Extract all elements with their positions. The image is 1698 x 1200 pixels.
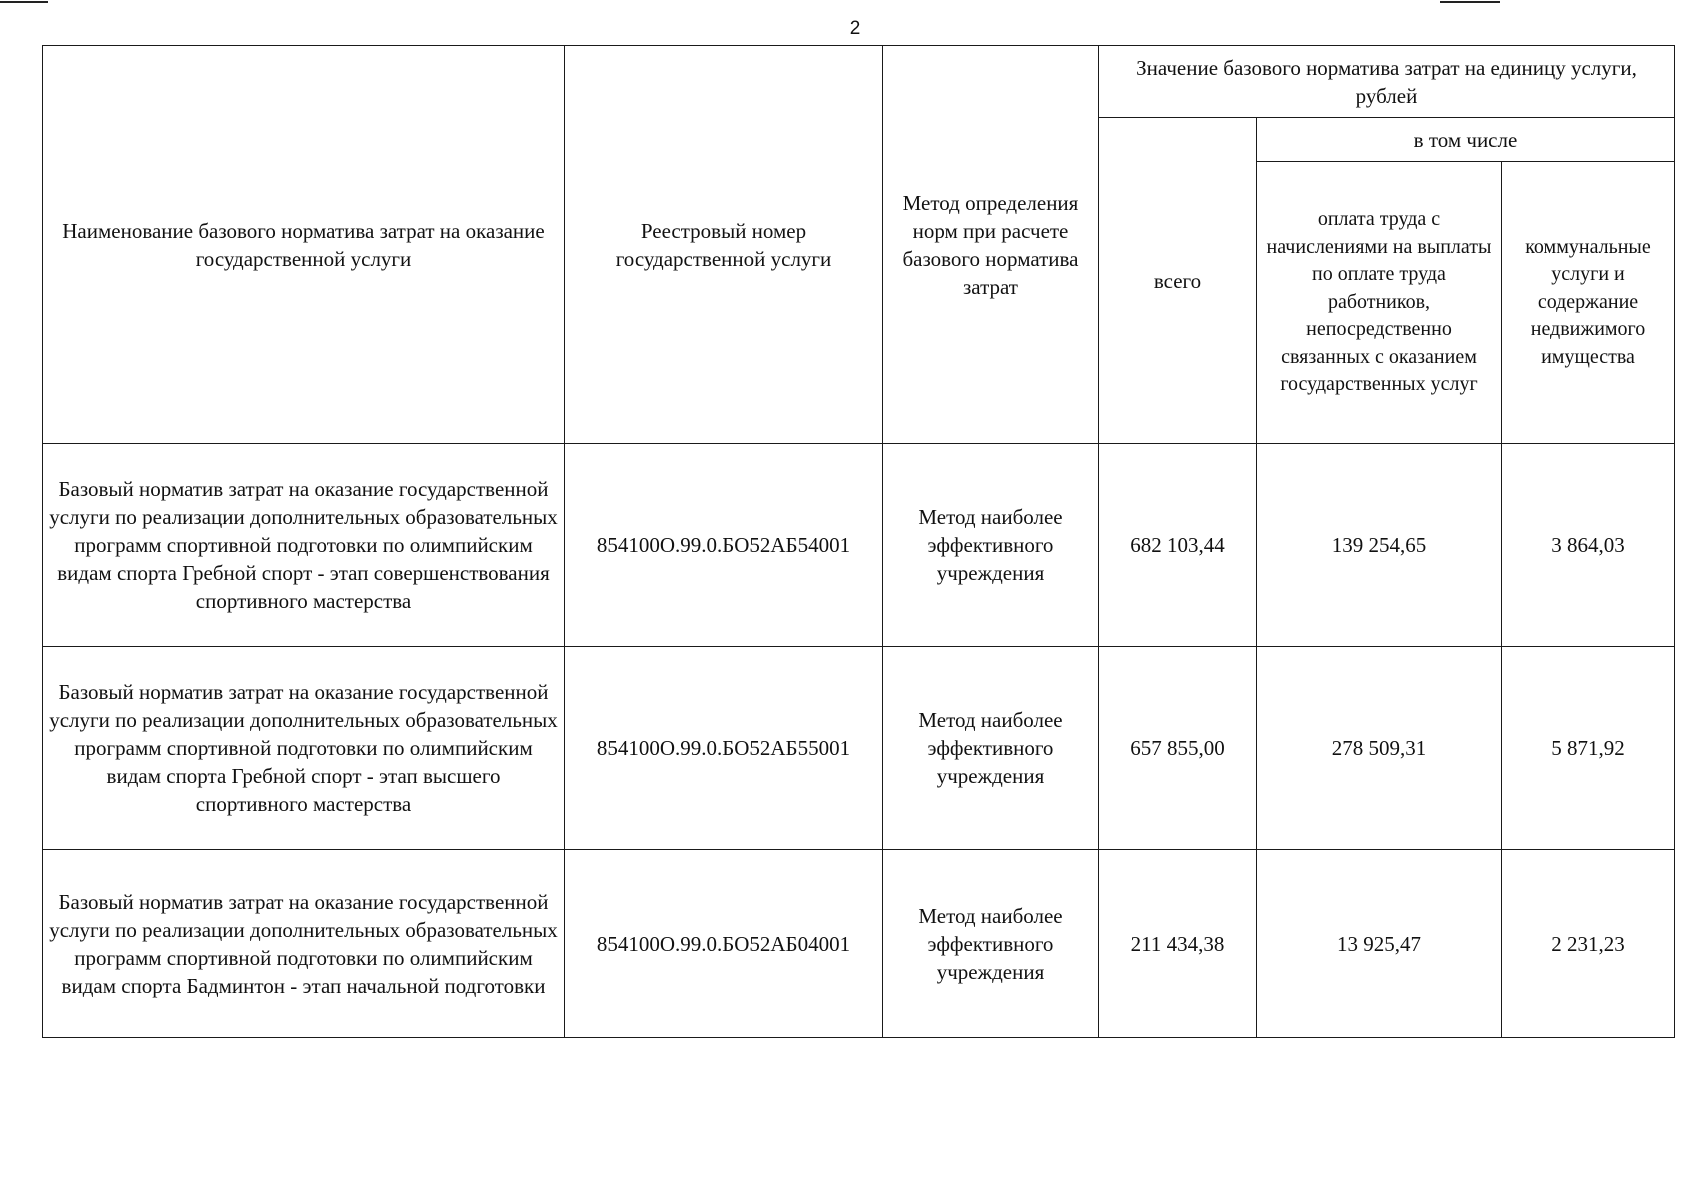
row-labor: 139 254,65 xyxy=(1257,444,1502,647)
row-total: 211 434,38 xyxy=(1099,850,1257,1038)
table-row xyxy=(43,444,1675,647)
row-registry-number: 854100О.99.0.БО52АБ54001 xyxy=(565,444,883,647)
row-labor: 278 509,31 xyxy=(1257,647,1502,850)
row-total: 682 103,44 xyxy=(1099,444,1257,647)
table-row xyxy=(43,850,1675,1038)
row-total: 657 855,00 xyxy=(1099,647,1257,850)
header-including: в том числе xyxy=(1257,118,1675,162)
header-name: Наименование базового норматива затрат на оказание государственной услуги xyxy=(43,46,565,444)
header-labor: оплата труда с начислениями на выплаты по оплате труда работников, непосредственно связанных с оказанием государственных услуг xyxy=(1257,162,1502,444)
header-row-1 xyxy=(43,46,1675,118)
scan-edge-mark-left xyxy=(0,1,48,3)
row-method: Метод наиболее эффективного учреждения xyxy=(883,444,1099,647)
row-utilities: 5 871,92 xyxy=(1502,647,1675,850)
row-registry-number: 854100О.99.0.БО52АБ55001 xyxy=(565,647,883,850)
header-value-group: Значение базового норматива затрат на единицу услуги, рублей xyxy=(1099,46,1675,118)
row-method: Метод наиболее эффективного учреждения xyxy=(883,647,1099,850)
header-total: всего xyxy=(1099,118,1257,444)
header-registry-number: Реестровый номер государственной услуги xyxy=(565,46,883,444)
page-number: 2 xyxy=(849,18,861,39)
cost-norms-table xyxy=(42,45,1675,1038)
row-name: Базовый норматив затрат на оказание государственной услуги по реализации дополнительных образовательных программ спортивной подготовки по олимпийским видам спорта Гребной спорт - этап высшего спортивного мастерства xyxy=(43,647,565,850)
scan-edge-mark-right xyxy=(1440,1,1500,3)
row-utilities: 2 231,23 xyxy=(1502,850,1675,1038)
table-row xyxy=(43,647,1675,850)
header-utilities: коммунальные услуги и содержание недвижимого имущества xyxy=(1502,162,1675,444)
row-name: Базовый норматив затрат на оказание государственной услуги по реализации дополнительных образовательных программ спортивной подготовки по олимпийским видам спорта Гребной спорт - этап совершенствования спортивного мастерства xyxy=(43,444,565,647)
row-utilities: 3 864,03 xyxy=(1502,444,1675,647)
header-method: Метод определения норм при расчете базового норматива затрат xyxy=(883,46,1099,444)
row-registry-number: 854100О.99.0.БО52АБ04001 xyxy=(565,850,883,1038)
row-method: Метод наиболее эффективного учреждения xyxy=(883,850,1099,1038)
row-labor: 13 925,47 xyxy=(1257,850,1502,1038)
row-name: Базовый норматив затрат на оказание государственной услуги по реализации дополнительных образовательных программ спортивной подготовки по олимпийским видам спорта Бадминтон - этап начальной подготовки xyxy=(43,850,565,1038)
